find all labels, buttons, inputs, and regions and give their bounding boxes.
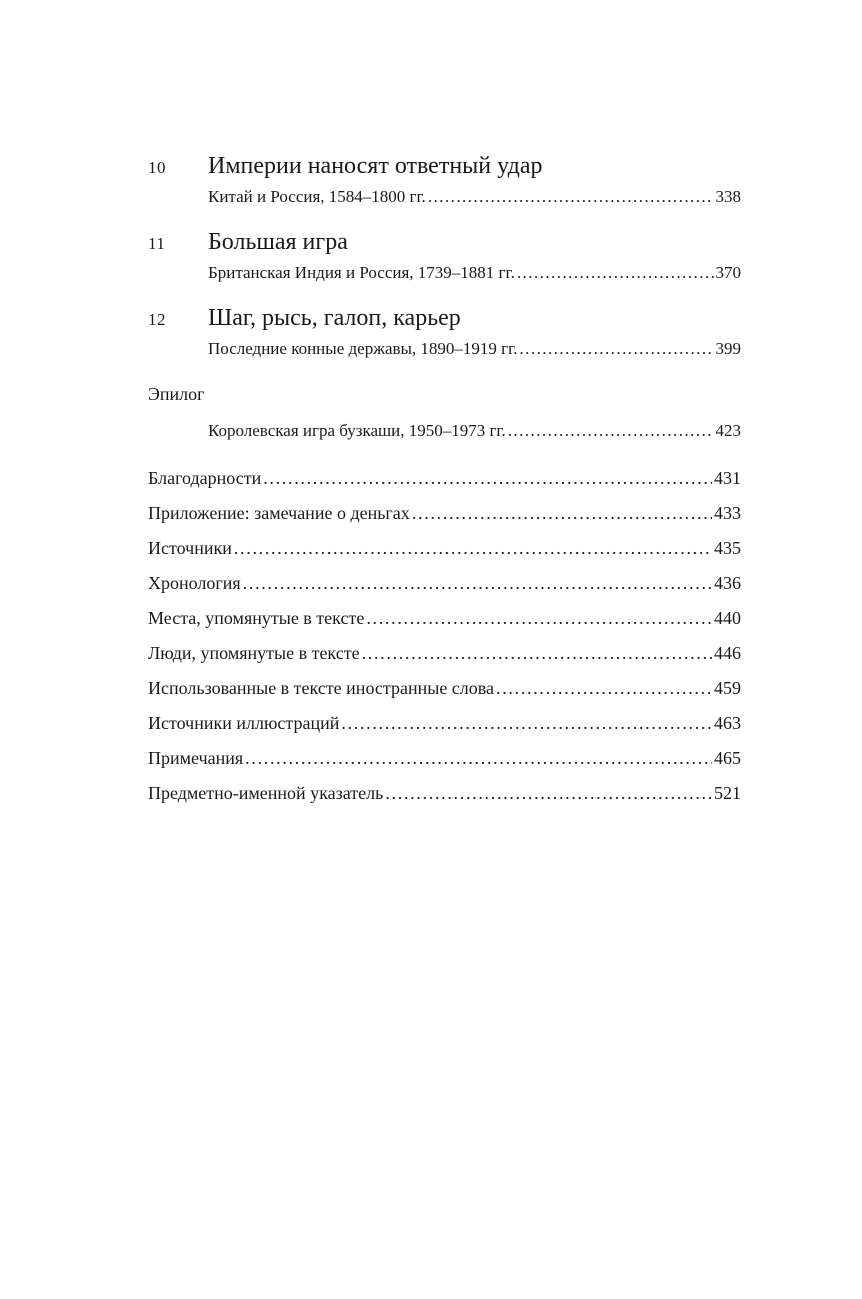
chapter-title[interactable]: Большая игра bbox=[208, 229, 348, 255]
dot-leader bbox=[496, 676, 712, 700]
entry-label: Источники bbox=[148, 538, 232, 558]
page-number: 436 bbox=[714, 573, 741, 593]
dot-leader bbox=[508, 419, 714, 443]
page-number: 440 bbox=[714, 608, 741, 628]
chapter-subtitle-entry[interactable] bbox=[208, 185, 741, 209]
page-number: 435 bbox=[714, 538, 741, 558]
chapter-number: 10 bbox=[148, 158, 166, 177]
page-number: 370 bbox=[715, 263, 741, 282]
epilogue-subtitle: Королевская игра бузкаши, 1950–1973 гг. bbox=[208, 421, 506, 440]
dot-leader bbox=[519, 337, 713, 361]
page-number: 433 bbox=[714, 503, 741, 523]
toc-entry-appendix[interactable] bbox=[148, 501, 741, 525]
chapter-title[interactable]: Империи наносят ответный удар bbox=[208, 153, 543, 179]
dot-leader bbox=[234, 536, 712, 560]
chapter-number: 11 bbox=[148, 234, 166, 253]
entry-label: Предметно-именной указатель bbox=[148, 783, 384, 803]
entry-label: Источники иллюстраций bbox=[148, 713, 340, 733]
chapter-subtitle: Британская Индия и Россия, 1739–1881 гг. bbox=[208, 263, 515, 282]
entry-label: Приложение: замечание о деньгах bbox=[148, 503, 410, 523]
chapter-subtitle: Китай и Россия, 1584–1800 гг. bbox=[208, 187, 426, 206]
dot-leader bbox=[341, 711, 712, 735]
toc-entry-sources[interactable] bbox=[148, 536, 741, 560]
page-number: 465 bbox=[714, 748, 741, 768]
page-number: 446 bbox=[714, 643, 741, 663]
dot-leader bbox=[245, 746, 712, 770]
toc-entry-illustration-sources[interactable] bbox=[148, 711, 741, 735]
dot-leader bbox=[385, 781, 712, 805]
dot-leader bbox=[362, 641, 712, 665]
entry-label: Использованные в тексте иностранные слова bbox=[148, 678, 495, 698]
chapter-subtitle: Последние конные державы, 1890–1919 гг. bbox=[208, 339, 518, 358]
toc-entry-people[interactable] bbox=[148, 641, 741, 665]
page-number: 423 bbox=[715, 421, 741, 440]
page-number: 399 bbox=[715, 339, 741, 358]
toc-entry-notes[interactable] bbox=[148, 746, 741, 770]
chapter-subtitle-entry[interactable] bbox=[208, 261, 741, 285]
toc-entry-chronology[interactable] bbox=[148, 571, 741, 595]
dot-leader bbox=[243, 571, 712, 595]
epilogue-subtitle-entry[interactable] bbox=[208, 419, 741, 443]
page-number: 338 bbox=[715, 187, 741, 206]
epilogue-heading[interactable]: Эпилог bbox=[148, 384, 205, 404]
chapter-number: 12 bbox=[148, 310, 166, 329]
toc-entry-index[interactable] bbox=[148, 781, 741, 805]
toc-entry-places[interactable] bbox=[148, 606, 741, 630]
entry-label: Примечания bbox=[148, 748, 244, 768]
page-number: 463 bbox=[714, 713, 741, 733]
page-number: 431 bbox=[714, 468, 741, 488]
dot-leader bbox=[412, 501, 712, 525]
dot-leader bbox=[263, 466, 712, 490]
page-number: 459 bbox=[714, 678, 741, 698]
page-number: 521 bbox=[714, 783, 741, 803]
entry-label: Благодарности bbox=[148, 468, 262, 488]
entry-label: Люди, упомянутые в тексте bbox=[148, 643, 360, 663]
dot-leader bbox=[366, 606, 712, 630]
toc-entry-foreign-words[interactable] bbox=[148, 676, 741, 700]
entry-label: Хронология bbox=[148, 573, 241, 593]
chapter-title[interactable]: Шаг, рысь, галоп, карьер bbox=[208, 305, 461, 331]
entry-label: Места, упомянутые в тексте bbox=[148, 608, 365, 628]
dot-leader bbox=[517, 261, 714, 285]
toc-entry-acknowledgements[interactable] bbox=[148, 466, 741, 490]
chapter-subtitle-entry[interactable] bbox=[208, 337, 741, 361]
dot-leader bbox=[428, 185, 714, 209]
